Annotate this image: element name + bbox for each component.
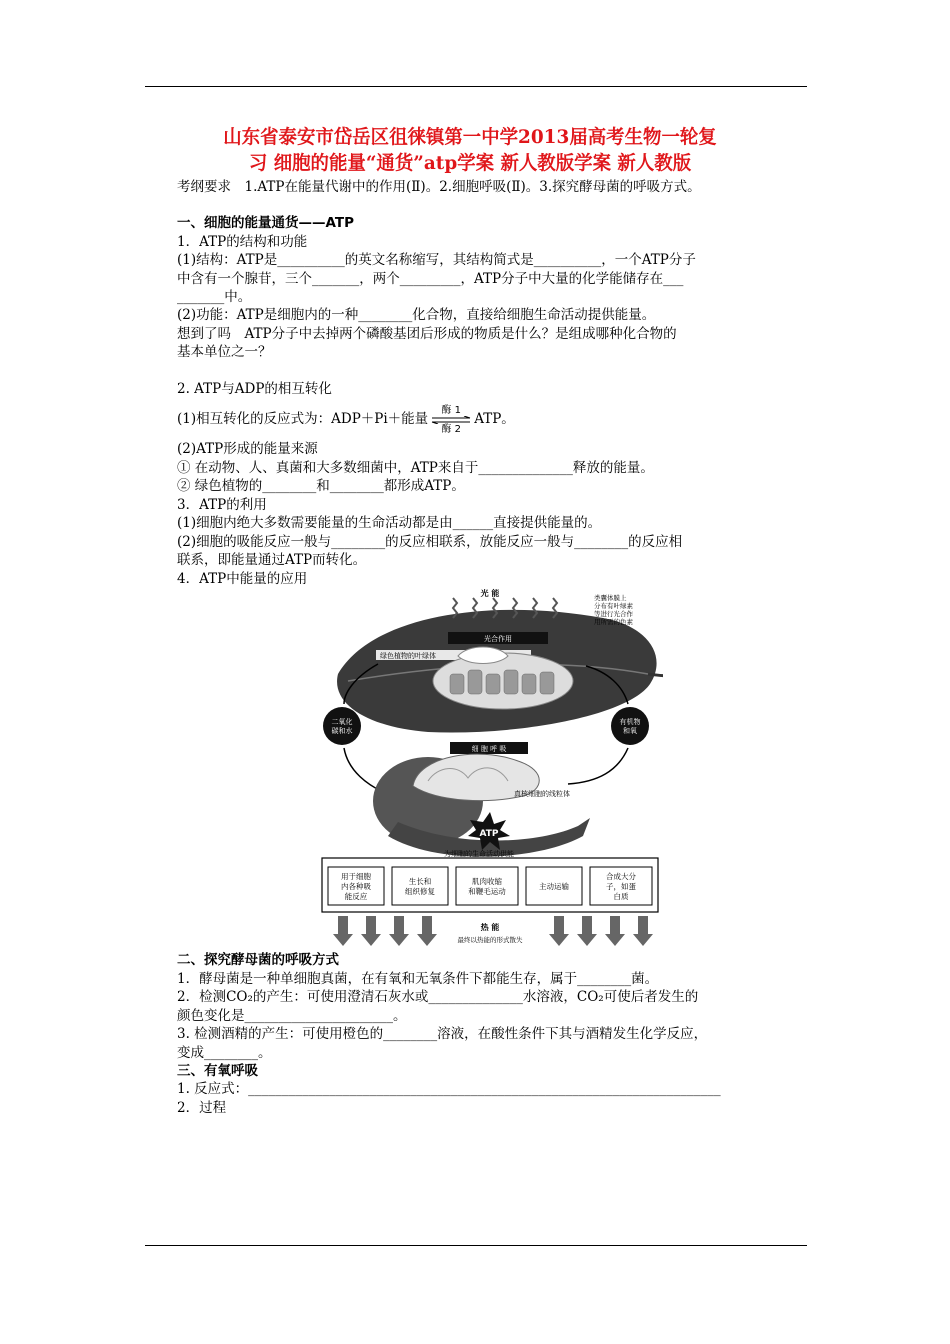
use-2-line-0: 肌肉收缩 (472, 877, 502, 886)
co2-water-label-0: 二氧化 (331, 718, 353, 726)
text-line: (1)细胞内绝大多数需要能量的生命活动都是由______直接提供能量的。 (177, 515, 602, 531)
think-question-cont: 基本单位之一？ (177, 344, 272, 360)
text-line: 3. 检测酒精的产生：可使用橙色的________溶液，在酸性条件下其与酒精发生化学反应， (177, 1026, 708, 1042)
text-line: 颜色变化是______________________。 (177, 1008, 407, 1024)
text-line: 中含有一个腺苷，三个_______，两个_________，ATP分子中大量的化学能储存在___ (177, 271, 684, 287)
text-line: 1．酵母菌是一种单细胞真菌，在有氧和无氧条件下都能生存，属于________菌。 (177, 971, 659, 987)
use-1-line-0: 生长和 (408, 877, 432, 886)
heat-label: 热 能 (480, 923, 500, 932)
heat-note: 最终以热能的形式散失 (457, 936, 523, 944)
use-4-line-2: 白质 (613, 892, 629, 901)
mitochondrion-label: 真核细胞的线粒体 (514, 790, 570, 798)
subheading-2: 2. ATP与ADP的相互转化 (177, 381, 332, 397)
use-4-line-0: 合成大分 (606, 872, 636, 881)
pigment-note-2: 等进行光合作 (594, 610, 633, 618)
use-0-line-2: 能反应 (344, 892, 368, 901)
co2-water-label-1: 碳和水 (331, 727, 353, 735)
text-line: 2．检测CO₂的产生：可使用澄清石灰水或______________水溶液，CO₂可使后者发生的 (177, 989, 699, 1005)
light-energy-label: 光 能 (480, 589, 500, 598)
enzyme-2-label: 酶 2 (441, 423, 461, 435)
doc-title-line2: 习 细胞的能量“通货”atp学案 新人教版学案 新人教版 (248, 152, 692, 174)
header-rule (145, 86, 807, 87)
subheading-1: 1．ATP的结构和功能 (177, 234, 308, 250)
respiration-label: 细 胞 呼 吸 (471, 745, 507, 753)
section-2-heading: 二、探究酵母菌的呼吸方式 (177, 952, 339, 968)
pigment-note-0: 类囊体膜上 (594, 594, 627, 602)
reversible-arrow (430, 405, 472, 435)
reaction-left: (1)相互转化的反应式为：ADP＋Pi＋能量 (177, 411, 429, 427)
use-0-line-0: 用于细胞 (341, 872, 371, 881)
reaction-right: ATP。 (474, 411, 515, 427)
footer-rule (145, 1245, 807, 1246)
section-1-heading: 一、细胞的能量通货——ATP (177, 215, 355, 231)
text-line: ② 绿色植物的________和________都形成ATP。 (177, 478, 465, 494)
atp-label: ATP (479, 829, 499, 839)
pigment-note-3: 用所需的色素 (594, 618, 633, 626)
use-boxes (328, 867, 652, 905)
organic-o2-label-0: 有机物 (619, 718, 641, 726)
use-4-line-1: 子，如蛋 (606, 882, 636, 891)
text-line: (1)结构：ATP是__________的英文名称缩写，其结构简式是__________，一个ATP分子 (177, 252, 696, 268)
supply-label: 为细胞的生命活动供能 (444, 850, 514, 858)
text-line: (2)细胞的吸能反应一般与________的反应相联系，放能反应一般与________的反应相 (177, 534, 683, 550)
chloroplast-label: 绿色植物的叶绿体 (380, 652, 436, 660)
text-line: 2．过程 (177, 1100, 227, 1116)
use-1-line-1: 组织修复 (405, 887, 435, 896)
text-line: 变成________。 (177, 1045, 272, 1061)
text-line: ① 在动物、人、真菌和大多数细菌中，ATP来自于______________释放的能量。 (177, 460, 654, 476)
text-line: (2)功能：ATP是细胞内的一种________化合物，直接给细胞生命活动提供能量。 (177, 307, 656, 323)
pigment-note-1: 分布有叶绿素 (594, 602, 633, 610)
photosynthesis-label: 光合作用 (484, 635, 512, 643)
text-line: _______中。 (177, 289, 252, 305)
section-3-heading: 三、有氧呼吸 (177, 1063, 258, 1079)
enzyme-1-label: 酶 1 (441, 404, 461, 416)
text-line: 1. 反应式：______________________________________________________________________ (177, 1081, 721, 1097)
use-3-line-0: 主动运输 (539, 882, 569, 891)
doc-title-line1: 山东省泰安市岱岳区徂徕镇第一中学2013届高考生物一轮复 (223, 126, 717, 148)
organic-o2-label-1: 和氧 (623, 727, 637, 735)
atp-energy-figure (318, 586, 663, 954)
syllabus-requirements: 考纲要求 1.ATP在能量代谢中的作用(Ⅱ)。2.细胞呼吸(Ⅱ)。3.探究酵母菌的呼吸方式。 (177, 179, 701, 195)
subheading-3: 3．ATP的利用 (177, 497, 267, 513)
text-line: 联系，即能量通过ATP而转化。 (177, 552, 367, 568)
use-2-line-1: 和鞭毛运动 (468, 887, 506, 896)
think-question: 想到了吗 ATP分子中去掉两个磷酸基团后形成的物质是什么？是组成哪种化合物的 (177, 326, 677, 342)
reaction-line (177, 402, 515, 436)
subheading-4: 4．ATP中能量的应用 (177, 571, 308, 587)
text-line: (2)ATP形成的能量来源 (177, 441, 318, 457)
use-0-line-1: 内各种吸 (341, 882, 371, 891)
